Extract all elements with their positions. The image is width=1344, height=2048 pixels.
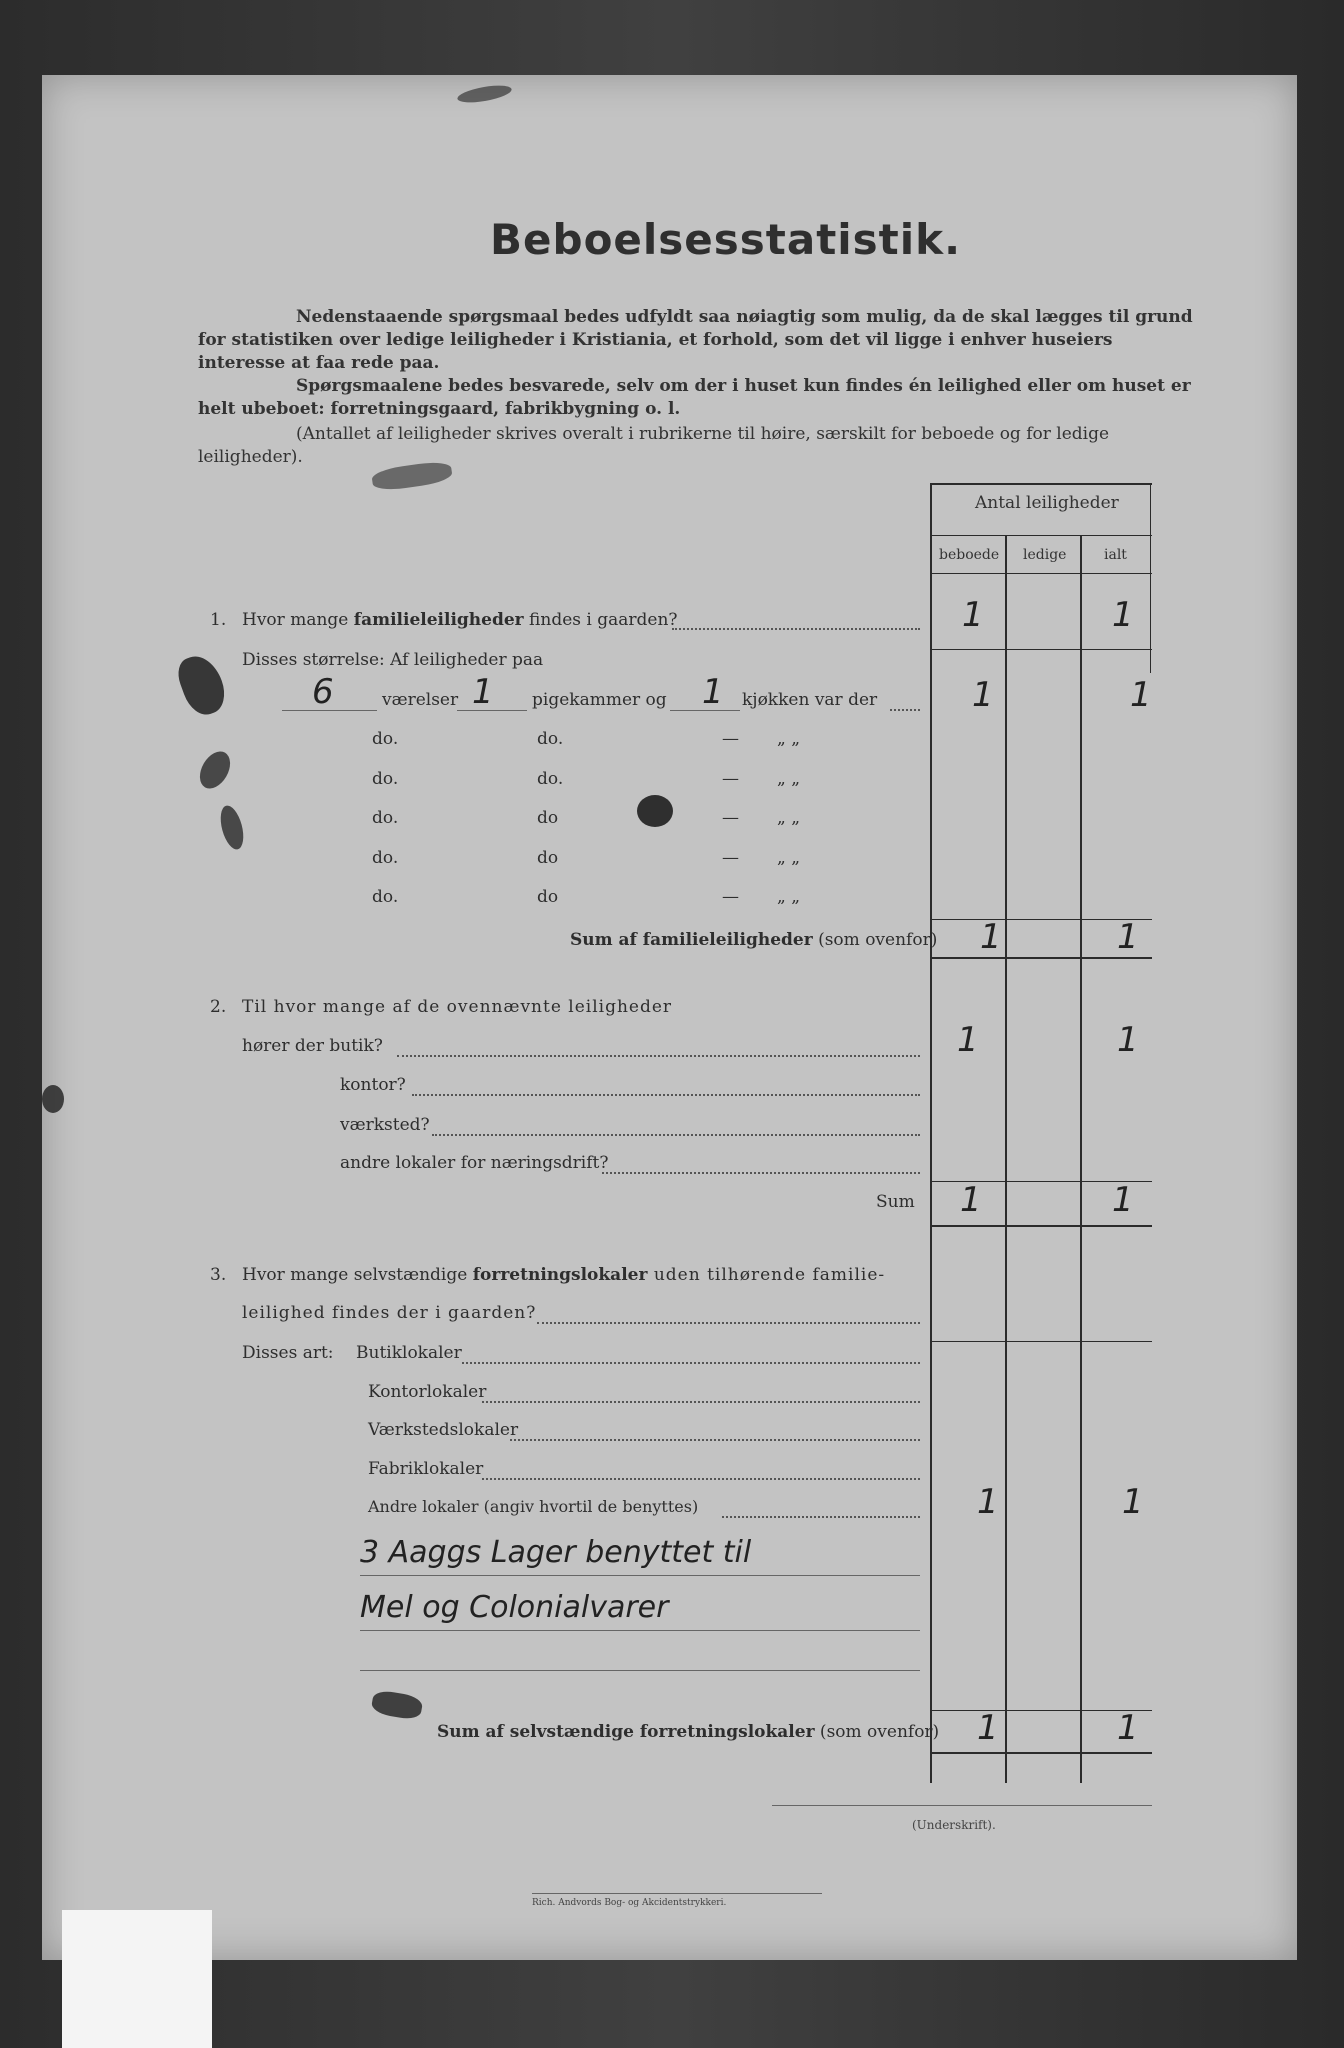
scan-white-tab: [62, 1910, 212, 2048]
do-row-4-dash: —: [722, 808, 739, 828]
col-header-ledige: ledige: [1023, 547, 1067, 563]
q3-blank-line-2: [360, 1630, 920, 1631]
signature-label: (Underskrift).: [912, 1818, 996, 1832]
q1-sum-beboede: 1: [980, 917, 1002, 957]
ink-blot: [637, 795, 673, 827]
intro-note-1: (Antallet af leiligheder skrives overalt i rubrikerne til høire, særskilt for beboede og for ledige: [296, 424, 1110, 444]
q2-butik-dots: [397, 1055, 920, 1057]
page-title: Beboelsesstatistik.: [490, 215, 962, 264]
table-right-border: [1150, 483, 1151, 673]
intro-note-2: leiligheder).: [198, 447, 303, 467]
do-row-4: do.: [372, 808, 399, 828]
q1-sum-bold: Sum af familieleiligheder: [570, 930, 813, 950]
q2-sum: Sum: [876, 1192, 915, 1212]
do-row-5-dash: —: [722, 848, 739, 868]
q3-andre-ialt: 1: [1122, 1482, 1144, 1522]
do-row-3-quote: „ „: [777, 769, 801, 789]
q1-answer-rule: [930, 649, 1152, 650]
q1-sum-rule: [930, 957, 1152, 959]
q3-sum-rule: [930, 1752, 1152, 1754]
q3-blank-line-3: [360, 1670, 920, 1671]
form-paper: [42, 75, 1297, 1960]
do-row-6: do.: [372, 887, 399, 907]
printer-rule: [532, 1893, 822, 1894]
q3-text-pre: Hvor mange selvstændige: [242, 1265, 473, 1285]
do-row-3b: do.: [537, 769, 564, 789]
table-left-border: [930, 483, 932, 1783]
q2-butik-ialt: 1: [1117, 1020, 1139, 1060]
q3-sum-post: (som ovenfor): [814, 1722, 940, 1742]
ink-blot: [173, 650, 231, 720]
hw-pige: 1: [472, 672, 494, 712]
q1-text-pre: Hvor mange: [242, 610, 354, 630]
do-row-4-quote: „ „: [777, 808, 801, 828]
q3-andre-dots: [722, 1516, 920, 1518]
q1-text-bold: familieleiligheder: [353, 610, 524, 630]
rooms-label-1: værelser: [382, 690, 459, 710]
do-row-5-quote: „ „: [777, 848, 801, 868]
q2-vaerksted: værksted?: [340, 1115, 430, 1135]
q1-answer-beboede: 1: [962, 595, 984, 635]
do-row-2b: do.: [537, 729, 564, 749]
ink-blot: [194, 746, 237, 794]
col-header-beboede: beboede: [939, 547, 1000, 563]
q3-fabrik: Fabriklokaler: [368, 1459, 484, 1479]
q3-sum: [437, 1722, 939, 1742]
intro-line-3: interesse at faa rede paa.: [198, 353, 440, 373]
q2-sum-beboede: 1: [960, 1180, 982, 1220]
q1-text-post: findes i gaarden?: [523, 610, 678, 630]
q3-text-bold: forretningslokaler: [472, 1265, 648, 1285]
row1-ialt: 1: [1130, 675, 1152, 715]
q1-answer-ialt: 1: [1112, 595, 1134, 635]
q2-sum-ialt: 1: [1112, 1180, 1134, 1220]
kjok-label-1: kjøkken var der: [742, 690, 878, 710]
q2-number: 2.: [210, 997, 227, 1017]
do-row-3-dash: —: [722, 769, 739, 789]
do-row-5b: do: [537, 848, 559, 868]
table-subheader-rule: [930, 573, 1152, 574]
do-row-6-quote: „ „: [777, 887, 801, 907]
q2-question: Til hvor mange af de ovennævnte leiligheder: [242, 997, 673, 1017]
ink-blot: [371, 460, 453, 493]
q3-leader-dots: [537, 1322, 920, 1324]
intro-line-2: for statistiken over ledige leiligheder i Kristiania, et forhold, som det vil ligge i enhver huseiers: [198, 330, 1113, 350]
q3-text-post: uden tilhørende familie-: [647, 1265, 886, 1285]
ink-blot: [370, 1689, 423, 1721]
hw-kjok: 1: [702, 672, 724, 712]
table-col-divider-2: [1080, 535, 1082, 1783]
q3-fabrik-dots: [482, 1478, 920, 1480]
q3-question: [242, 1265, 885, 1285]
q3-blank-line-1: [360, 1575, 920, 1576]
do-row-2-dash: —: [722, 729, 739, 749]
ink-blot: [217, 803, 248, 852]
q3-sum-beboede: 1: [977, 1708, 999, 1748]
table-top-rule: [930, 483, 1152, 485]
q2-vaerksted-dots: [432, 1134, 920, 1136]
q2-kontor: kontor?: [340, 1075, 406, 1095]
do-label: do.: [372, 729, 399, 749]
ink-blot: [456, 82, 513, 105]
q1-sum-ialt: 1: [1117, 917, 1139, 957]
q3-andre-beboede: 1: [977, 1482, 999, 1522]
q3-number: 3.: [210, 1265, 227, 1285]
do-row-3: do.: [372, 769, 399, 789]
q3-question-l2: leilighed findes der i gaarden?: [242, 1303, 537, 1323]
do-row-5: do.: [372, 848, 399, 868]
intro-line-1: Nedenstaaende spørgsmaal bedes udfyldt saa nøiagtig som mulig, da de skal lægges til grund: [296, 307, 1193, 327]
q1-leader-dots: [672, 628, 920, 630]
pige-label-1: pigekammer og: [532, 690, 667, 710]
row1-beboede: 1: [972, 675, 994, 715]
row1-dots: [890, 709, 920, 711]
table-col-divider-1: [1005, 535, 1007, 1783]
q3-art: Disses art:: [242, 1343, 334, 1363]
q3-answer-rule: [930, 1341, 1152, 1342]
q2-butik: hører der butik?: [242, 1036, 383, 1056]
q2-butik-beboede: 1: [957, 1020, 979, 1060]
q3-kontor: Kontorlokaler: [368, 1382, 487, 1402]
do-row-2: [372, 729, 398, 749]
table-group-header: Antal leiligheder: [975, 493, 1119, 513]
do-row-4b: do: [537, 808, 559, 828]
q2-andre: andre lokaler for næringsdrift?: [340, 1153, 609, 1173]
table-header-rule: [930, 535, 1152, 536]
q3-handwritten-line-1: 3 Aaggs Lager benyttet til: [360, 1535, 752, 1570]
q3-vaerksted-dots: [510, 1439, 920, 1441]
q3-andre: Andre lokaler (angiv hvortil de benyttes): [368, 1497, 699, 1516]
do-row-6b: do: [537, 887, 559, 907]
intro-line-4: Spørgsmaalene bedes besvarede, selv om der i huset kun findes én leilighed eller om huset er: [296, 376, 1191, 396]
do-row-6-dash: —: [722, 887, 739, 907]
q3-sum-bold: Sum af selvstændige forretningslokaler: [437, 1722, 815, 1742]
signature-line: [772, 1805, 1152, 1806]
kjok-blank-1: [670, 710, 740, 711]
q1-sum: [570, 930, 937, 950]
rooms-blank-1: [282, 710, 377, 711]
do-row-2-quote: „ „: [777, 729, 801, 749]
hw-rooms: 6: [312, 672, 334, 712]
q3-sum-ialt: 1: [1117, 1708, 1139, 1748]
intro-line-5: helt ubeboet: forretningsgaard, fabrikbygning o. l.: [198, 399, 681, 419]
ink-blot: [42, 1085, 64, 1113]
q1-question: [242, 610, 678, 630]
printer-imprint: Rich. Andvords Bog- og Akcidentstrykkeri.: [532, 1898, 727, 1908]
q1-sum-post: (som ovenfor): [812, 930, 938, 950]
q3-butik-dots: [462, 1362, 920, 1364]
pige-blank-1: [457, 710, 527, 711]
col-header-ialt: ialt: [1104, 547, 1127, 563]
q3-vaerksted: Værkstedslokaler: [368, 1420, 519, 1440]
q1-size-label: Disses størrelse: Af leiligheder paa: [242, 650, 544, 670]
q3-butik: Butiklokaler: [356, 1343, 462, 1363]
q2-sum-rule: [930, 1225, 1152, 1227]
q2-andre-dots: [602, 1172, 920, 1174]
q1-number: 1.: [210, 610, 227, 630]
q2-kontor-dots: [412, 1094, 920, 1096]
q3-kontor-dots: [482, 1401, 920, 1403]
q3-handwritten-line-2: Mel og Colonialvarer: [360, 1590, 669, 1625]
